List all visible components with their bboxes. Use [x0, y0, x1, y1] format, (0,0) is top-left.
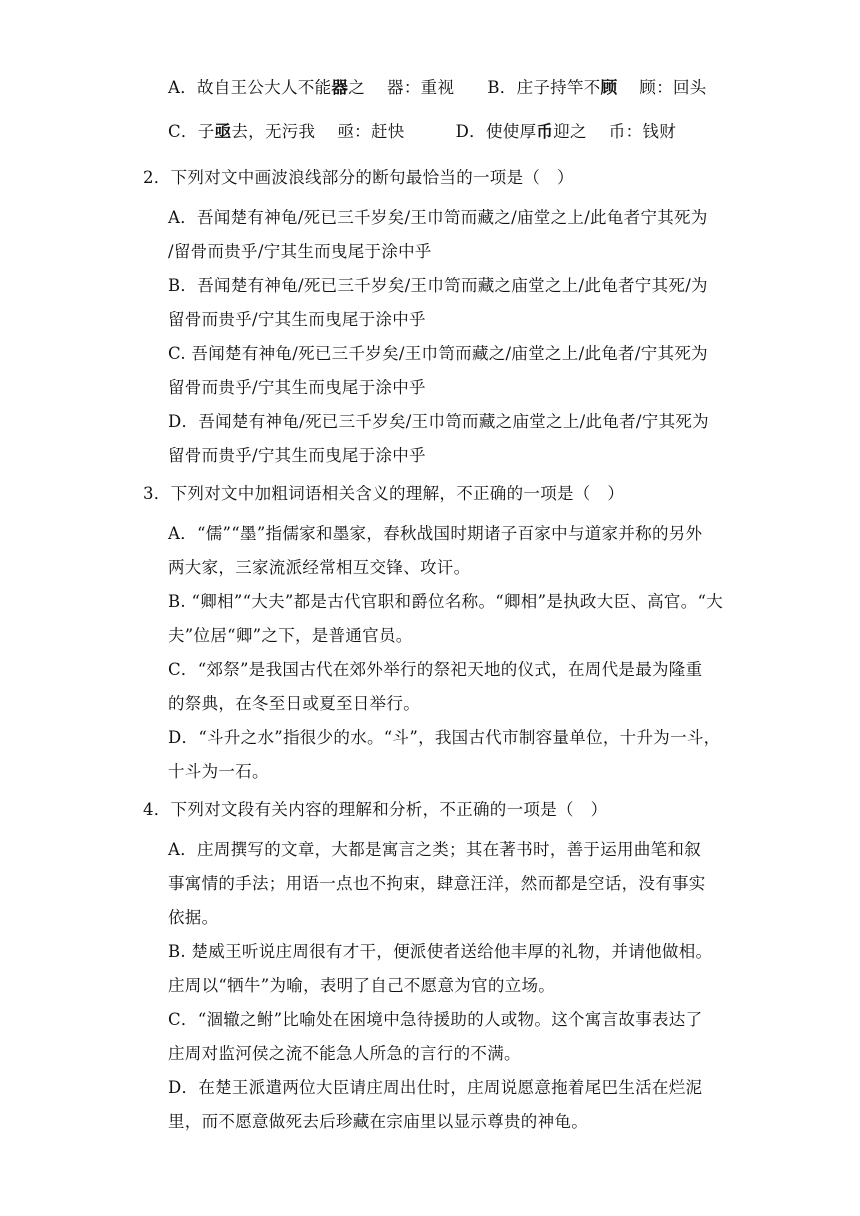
- q2-line: /留骨而贵乎/宁其生而曳尾于涂中乎: [168, 242, 432, 261]
- q4-line: A．庄周撰写的文章，大都是寓言之类；其在著书时，善于运用曲笔和叙: [168, 840, 702, 859]
- q1-option-c: C．子亟去，无污我 亟：赶快: [168, 122, 405, 141]
- bold-word: 亟: [214, 122, 232, 141]
- q2-line: C. 吾闻楚有神龟/死已三千岁矣/王巾笥而藏之/庙堂之上/此龟者/宁其死为: [168, 344, 708, 363]
- q3-line: A．“儒”“墨”指儒家和墨家，春秋战国时期诸子百家中与道家并称的另外: [168, 524, 703, 543]
- q2-line: A．吾闻楚有神龟/死已三千岁矣/王巾笥而藏之/庙堂之上/此龟者宁其死为: [168, 208, 708, 227]
- q1-option-b: B．庄子持竿不顾 顾：回头: [487, 78, 707, 97]
- q4-line: D．在楚王派遣两位大臣请庄周出仕时，庄周说愿意拖着尾巴生活在烂泥: [168, 1078, 703, 1097]
- q1-option-a: A．故自王公大人不能器之 器：重视: [168, 78, 455, 97]
- bold-word: 器: [331, 78, 349, 97]
- q3-line: 夫”位居“卿”之下，是普通官员。: [168, 626, 413, 645]
- q2-line: 留骨而贵乎/宁其生而曳尾于涂中乎: [168, 378, 426, 397]
- q3-line: C．“郊祭”是我国古代在郊外举行的祭祀天地的仪式，在周代是最为隆重: [168, 660, 703, 679]
- q4-line: 庄周对监河侯之流不能急人所急的言行的不满。: [168, 1044, 521, 1063]
- q3-line: D．“斗升之水”指很少的水。“斗”，我国古代市制容量单位，十升为一斗，: [168, 728, 721, 747]
- q3-stem: 3．下列对文中加粗词语相关含义的理解，不正确的一项是（ ）: [143, 484, 625, 503]
- bold-word: 币: [536, 122, 554, 141]
- q4-stem: 4．下列对文段有关内容的理解和分析，不正确的一项是（ ）: [143, 800, 608, 819]
- q3-line: 十斗为一石。: [168, 762, 269, 781]
- q1-options-row-1: [168, 76, 707, 100]
- q4-line: C．“涸辙之鲋”比喻处在困境中急待援助的人或物。这个寓言故事表达了: [168, 1010, 703, 1029]
- q2-line: 留骨而贵乎/宁其生而曳尾于涂中乎: [168, 310, 426, 329]
- q4-line: 庄周以“牺牛”为喻，表明了自己不愿意为官的立场。: [168, 976, 556, 995]
- q2-line: D．吾闻楚有神龟/死已三千岁矣/王巾笥而藏之庙堂之上/此龟者/宁其死为: [168, 412, 709, 431]
- q1-options-row-2: [168, 120, 676, 144]
- q4-line: B. 楚威王听说庄周很有才干，便派使者送给他丰厚的礼物，并请他做相。: [168, 942, 713, 961]
- q4-line: 里，而不愿意做死去后珍藏在宗庙里以显示尊贵的神龟。: [168, 1112, 588, 1131]
- bold-word: 顾: [600, 78, 618, 97]
- q1-option-d: D．使使厚币迎之 币：钱财: [455, 122, 676, 141]
- q4-line: 依据。: [168, 908, 219, 927]
- q3-line: B. “卿相”“大夫”都是古代官职和爵位名称。“卿相”是执政大臣、高官。“大: [168, 592, 724, 611]
- q2-stem: 2．下列对文中画波浪线部分的断句最恰当的一项是（ ）: [143, 168, 574, 187]
- q2-line: B．吾闻楚有神龟/死已三千岁矣/王巾笥而藏之庙堂之上/此龟者宁其死/为: [168, 276, 708, 295]
- q4-line: 事寓情的手法；用语一点也不拘束，肆意汪洋，然而都是空话，没有事实: [168, 874, 706, 893]
- q3-line: 两大家，三家流派经常相互交锋、攻讦。: [168, 558, 471, 577]
- q3-line: 的祭典，在冬至日或夏至日举行。: [168, 694, 420, 713]
- q2-line: 留骨而贵乎/宁其生而曳尾于涂中乎: [168, 446, 426, 465]
